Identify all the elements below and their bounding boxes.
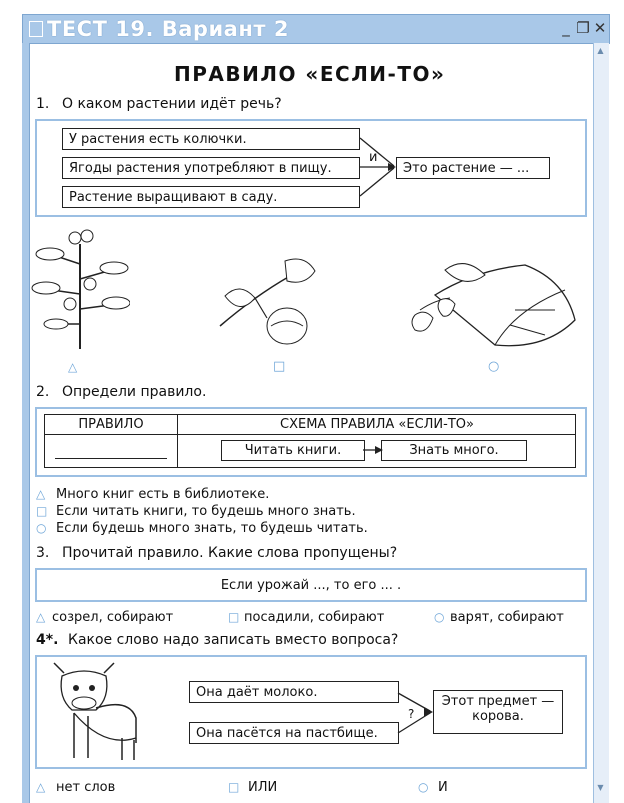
fact-box-pasture: Она пасётся на пастбище. <box>189 722 399 744</box>
question-1-text: О каком растении идёт речь? <box>62 96 282 112</box>
triangle-mark-icon: △ <box>36 610 46 624</box>
q3-option-2[interactable]: □ посадили, собирают <box>228 610 385 625</box>
question-3-text: Прочитай правило. Какие слова пропущены? <box>62 545 398 561</box>
window-icon <box>29 21 43 37</box>
q4-option-1[interactable]: △ нет слов <box>36 780 116 795</box>
triangle-mark-icon: △ <box>36 487 46 501</box>
circle-mark-icon: ○ <box>418 780 429 794</box>
vertical-scrollbar[interactable] <box>593 43 609 803</box>
square-mark-icon: □ <box>228 610 240 624</box>
minimize-button[interactable]: _ <box>562 19 570 37</box>
window-frame-left <box>22 43 30 803</box>
result-box-q4: Этот предмет — корова. <box>433 690 563 734</box>
page-title: ПРАВИЛО «ЕСЛИ-ТО» <box>174 62 446 86</box>
connector-and: и <box>369 150 378 165</box>
tomato-plant-image <box>30 224 130 354</box>
triangle-mark-icon[interactable]: △ <box>68 360 78 374</box>
question-1-number: 1. <box>36 96 50 112</box>
question-4-number: 4*. <box>36 632 59 648</box>
circle-mark-icon[interactable]: ○ <box>488 359 500 374</box>
circle-mark-icon: ○ <box>36 521 47 535</box>
q2-option-1[interactable]: △ Много книг есть в библиотеке. <box>36 487 270 502</box>
fact-box-2: Ягоды растения употребляют в пищу. <box>62 157 360 179</box>
circle-mark-icon: ○ <box>434 610 445 624</box>
scroll-down-icon[interactable]: ▼ <box>597 783 604 792</box>
fact-box-3: Растение выращивают в саду. <box>62 186 360 208</box>
question-mark-label: ? <box>408 707 415 721</box>
gooseberry-image <box>215 256 335 356</box>
q4-option-2[interactable]: □ ИЛИ <box>228 780 278 795</box>
square-mark-icon[interactable]: □ <box>273 359 286 374</box>
q4-option-3[interactable]: ○ И <box>418 780 448 795</box>
square-mark-icon: □ <box>228 780 240 794</box>
window-title: ТЕСТ 19. Вариант 2 <box>47 17 289 41</box>
result-box: Это растение — ... <box>396 157 550 179</box>
scroll-up-icon[interactable]: ▲ <box>597 46 604 55</box>
blank-answer-line[interactable] <box>55 458 167 459</box>
arrow-icon <box>363 444 385 456</box>
window-titlebar <box>22 14 610 44</box>
question-4-text: Какое слово надо записать вместо вопроса? <box>68 632 399 648</box>
cow-image <box>44 658 144 766</box>
q3-option-3[interactable]: ○ варят, собирают <box>434 610 564 625</box>
q2-option-2[interactable]: □ Если читать книги, то будешь много знать. <box>36 504 356 519</box>
triangle-mark-icon: △ <box>36 780 46 794</box>
arrows-q1 <box>340 128 400 208</box>
table-header-rule: ПРАВИЛО <box>78 417 144 432</box>
then-box: Знать много. <box>381 440 527 461</box>
if-box: Читать книги. <box>221 440 365 461</box>
rule-box: Если урожай ..., то его ... . <box>35 568 587 602</box>
fact-box-1: У растения есть колючки. <box>62 128 360 150</box>
restore-button[interactable]: ❐ <box>576 19 590 37</box>
square-mark-icon: □ <box>36 504 48 518</box>
rule-table <box>44 414 576 468</box>
close-button[interactable]: ✕ <box>593 19 607 37</box>
table-header-scheme: СХЕМА ПРАВИЛА «ЕСЛИ-ТО» <box>280 417 474 432</box>
q2-option-3[interactable]: ○ Если будешь много знать, то будешь читать. <box>36 521 368 536</box>
question-2-number: 2. <box>36 384 50 400</box>
question-2-text: Определи правило. <box>62 384 207 400</box>
q3-option-1[interactable]: △ созрел, собирают <box>36 610 174 625</box>
arrows-q4 <box>396 685 436 745</box>
question-3-number: 3. <box>36 545 50 561</box>
strawberry-image <box>405 250 585 360</box>
fact-box-milk: Она даёт молоко. <box>189 681 399 703</box>
